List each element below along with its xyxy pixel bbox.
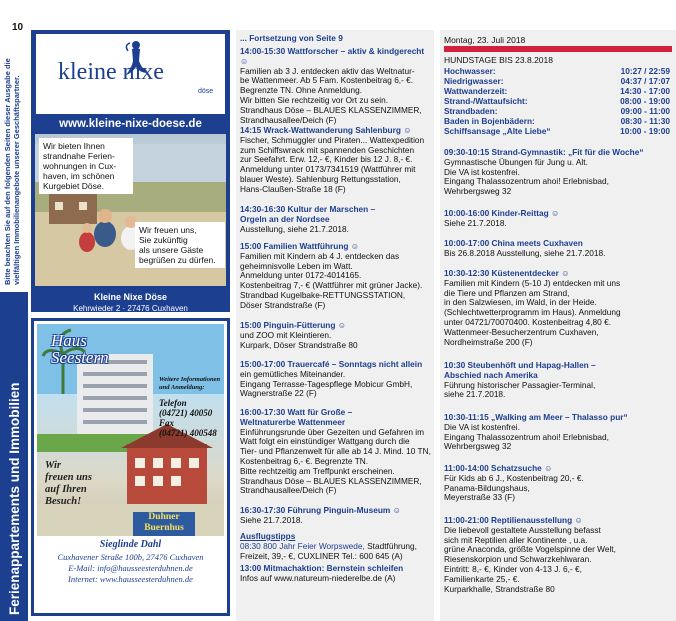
day-header-bar: [444, 46, 672, 52]
event-item: [444, 464, 674, 503]
event-title: Abschied nach Amerika: [444, 369, 538, 380]
event-item: [444, 148, 674, 197]
event-title: 16:30-17:30 Führung Pinguin-Museum ☺: [240, 505, 402, 515]
event-line: Panama-Bildungshaus,: [444, 482, 530, 493]
event-line: Ausstellung, siehe 21.7.2018.: [240, 223, 349, 234]
tide-label: Wattwanderzeit:: [444, 86, 508, 96]
event-item: [240, 506, 434, 526]
excursion-rest: Stadtführung,: [364, 540, 417, 551]
tide-label: Schiffsansage „Alte Liebe“: [444, 126, 551, 136]
welcome-text-box: [135, 222, 225, 268]
event-line: Tier- und Pflanzenwelt für alle ab 14 J. Mind. 10 TN,: [240, 446, 431, 457]
event-title: 10:00-16:00 Kinder-Reittag ☺: [444, 208, 560, 218]
event-line: grüne Anaconda, größte Vogelspinne der Welt,: [444, 544, 616, 555]
event-line: Hans-Claußen-Straße 18 (F): [240, 183, 346, 194]
event-line: Für Kids ab 6 J., Kostenbeitrag 20,- €.: [444, 472, 584, 483]
address: Kehrwieder 2 · 27476 Cuxhaven: [73, 304, 188, 313]
info-line: Weitere Informationen: [159, 376, 221, 383]
event-line: Wattenmeer-Besucherzentrum Cuxhaven,: [444, 326, 599, 337]
event-title: 14:15 Wrack-Wattwanderung Sahlenburg ☺: [240, 125, 412, 135]
event-line: Kurparkhalle, Strandstraße 80: [444, 583, 555, 594]
logo-line: Seestern: [51, 348, 109, 367]
event-line: Familien mit Kindern (5-10 J) entdecken mit uns: [444, 277, 621, 288]
event-line: Kurpark, Döser Strandstraße 80: [240, 339, 358, 350]
continued-note: [240, 34, 434, 44]
offer-text-box: [39, 138, 133, 194]
event-title: Weltnaturerbe Wattenmeer: [240, 416, 346, 427]
event-line: Familien mit Kindern ab 4 J. entdecken das: [240, 250, 400, 261]
logo-text: kleine nixe: [58, 59, 164, 85]
tide-value: 04:37 / 17:07: [620, 76, 670, 86]
offer-line: Kurgebiet Döse.: [43, 181, 104, 191]
fax-label: Fax: [159, 418, 175, 428]
tide-value: 09:00 - 11:00: [620, 106, 670, 116]
event-line: Eingang Thalassozentrum ahoi! Erlebnisbad,: [444, 431, 609, 442]
excursion-title: 08:30 800 Jahr Feier Worpswede,: [240, 540, 365, 551]
welcome-line: Sie zukünftig: [139, 235, 188, 245]
tide-label: Strandbaden:: [444, 106, 498, 116]
event-line: Kostenbeitrag 6,- €. Begrenzte TN.: [240, 455, 369, 466]
event-title: 10:30-12:30 Küstenentdecker ☺: [444, 268, 570, 278]
slogan-line: Wir: [45, 460, 61, 471]
event-line: Führung historischer Passagier-Terminal,: [444, 379, 596, 390]
event-line: ein gemütliches Miteinander.: [240, 368, 346, 379]
event-line: Wehrbergsweg 32: [444, 186, 512, 197]
ad-inner: [34, 321, 227, 613]
event-line: Strandhausallee/Deich (F): [240, 114, 337, 125]
hotel-collage-image: [37, 324, 224, 536]
event-line: unter 04721/70070400. Kostenbeitrag 4,80 €.: [444, 316, 611, 327]
event-line: be Wattenmeer. Ab 5 Fam. Kostenbeitrag 6,- €.: [240, 75, 414, 86]
event-line: Bis 26.8.2018 Ausstellung, siehe 21.7.2018.: [444, 247, 606, 258]
sign-line: Duhner: [148, 512, 180, 522]
slogan-line: freuen uns: [45, 472, 92, 483]
side-note-line: vielfältigen Immobilienangebote unserer Geschäftspartner.: [12, 75, 21, 285]
event-line: Strandhausallee/Deich (F): [240, 485, 337, 496]
info-line: und Anmeldung:: [159, 384, 205, 391]
event-item: [444, 413, 674, 452]
event-line: Anmeldung unter 0172-4014165.: [240, 270, 362, 281]
event-line: Die VA ist kostenfrei.: [444, 166, 520, 177]
event-line: Riesenskorpion und Schwarzkehlwaran.: [444, 554, 592, 565]
event-item: [240, 242, 434, 311]
side-note-line: Bitte beachten Sie auf den folgenden Seiten dieser Ausgabe die: [3, 58, 12, 285]
side-title-bar: [0, 292, 28, 621]
event-line: Strandhaus Döse – BLAUES KLASSENZIMMER,: [240, 475, 422, 486]
event-line: und ZOO mit Kleintieren.: [240, 329, 332, 340]
event-line: Die VA ist kostenfrei.: [444, 421, 520, 432]
event-line: Wir bitten Sie rechtzeitig vor Ort zu sein.: [240, 94, 389, 105]
welcome-line: Wir freuen uns,: [139, 225, 197, 235]
welcome-slogan: [45, 460, 92, 508]
event-line: Familien ab 3 J. entdecken aktiv das Weltnatur-: [240, 65, 415, 76]
event-title: 16:00-17:30 Watt für Große –: [240, 407, 353, 417]
tide-value: 08:00 - 19:00: [620, 96, 670, 106]
website-link[interactable]: www.kleine-nixe-doese.de: [59, 118, 202, 130]
event-item: [240, 126, 434, 195]
event-line: Fischer, Schmuggler und Piraten... Wattexpedition: [240, 134, 425, 145]
excursion-heading: Ausflugstipps: [240, 531, 296, 541]
event-line: sich mit Reptilien aller Kontinente , u.a.: [444, 534, 588, 545]
ad-haus-seestern: [31, 318, 230, 616]
slogan-line: Besuch!: [45, 496, 82, 507]
event-title: 10:30-11:15 „Walking am Meer – Thalasso pur“: [444, 412, 628, 422]
fax-number: (04721) 400548: [159, 428, 217, 438]
slogan-line: auf Ihren: [45, 484, 87, 495]
event-line: Eintritt: 8,- €, Kinder von 4-13 J. 6,- €,: [444, 563, 582, 574]
event-line: Einführungsrunde über Gezeiten und Gefahren im: [240, 426, 425, 437]
event-title: 15:00 Pinguin-Fütterung ☺: [240, 320, 347, 330]
event-title: 15:00 Familien Wattführung ☺: [240, 241, 360, 251]
events-column-monday: [440, 30, 676, 621]
tel-label: Telefon: [159, 398, 187, 408]
event-line: zur Seefahrt. Erw. 12,- €, Kinder bis 12 J. 8,- €.: [240, 154, 413, 165]
sign-line: Buernhus: [144, 523, 184, 533]
event-line: zum Schiffswrack mit spannenden Geschichten: [240, 144, 415, 155]
event-line: Gymnastische Übungen für Jung u. Alt.: [444, 156, 588, 167]
event-line: blauer Weste). Sahlenburg Rettungsstation,: [240, 173, 401, 184]
logo-line: Haus: [51, 331, 87, 350]
email[interactable]: E-Mail: info@hausseesterduhnen.de: [68, 563, 193, 573]
offer-line: wohnungen in Cux-: [43, 161, 117, 171]
side-strip: [0, 30, 28, 621]
event-line: Anmeldung unter 0173/7341519 (Wattführer mit: [240, 164, 416, 175]
event-item: [240, 360, 434, 399]
event-line: Watt folgt ein einstündiger Wattgang durch die: [240, 436, 410, 447]
event-line: Siehe 21.7.2018.: [444, 217, 507, 228]
offer-line: strandnahe Ferien-: [43, 151, 115, 161]
side-note: [3, 58, 21, 285]
event-title: 14:30-16:30 Kultur der Marschen –: [240, 204, 376, 214]
continued-label: ... Fortsetzung von Seite 9: [240, 33, 343, 43]
logo-subtext: döse: [198, 88, 214, 95]
offer-line: Wir bieten Ihnen: [43, 141, 105, 151]
event-item: [444, 516, 674, 594]
website[interactable]: Internet: www.hausseesterduhnen.de: [68, 574, 193, 584]
kleine-nixe-logo: [36, 34, 225, 114]
event-title: 11:00-21:00 Reptilienausstellung ☺: [444, 515, 583, 525]
side-note-area: [0, 30, 28, 290]
event-line: (Schlechtwetterprogramm im Haus). Anmeldung: [444, 307, 621, 318]
family-beach-photo: [35, 134, 226, 286]
address: Cuxhavener Straße 100b, 27476 Cuxhaven: [57, 552, 204, 562]
tide-label: Niedrigwasser:: [444, 76, 504, 86]
event-line: Familienkarte 25,- €.: [444, 573, 520, 584]
event-item: [240, 408, 434, 496]
ad2-contact: [34, 539, 227, 585]
event-title: 14:00-15:30 Wattforscher – aktiv & kindgerecht ☺: [240, 46, 425, 66]
events-column-continued: [236, 30, 434, 621]
event-line: Die liebevoll gestaltete Ausstellung befasst: [444, 524, 601, 535]
tide-value: 14:30 - 17:00: [620, 86, 670, 96]
event-line: Bitte rechtzeitig am Treffpunkt erscheinen.: [240, 465, 395, 476]
event-title: Orgeln an der Nordsee: [240, 213, 330, 224]
event-line: die Tiere und Pflanzen am Strand,: [444, 287, 570, 298]
event-title: 10:00-17:00 China meets Cuxhaven: [444, 238, 583, 248]
page-number: 10: [12, 22, 24, 33]
event-title: 09:30-10:15 Strand-Gymnastik: „Fit für die Woche“: [444, 147, 644, 157]
event-title: 11:00-14:00 Schatzsuche ☺: [444, 463, 553, 473]
excursion-tips: [240, 532, 434, 584]
tide-label: Hochwasser:: [444, 66, 496, 76]
event-line: Strandhaus Döse – BLAUES KLASSENZIMMER,: [240, 104, 422, 115]
event-line: Wagnerstraße 22 (F): [240, 388, 317, 399]
excursion-line: Infos auf www.natureum-niederelbe.de (A): [240, 573, 396, 584]
tel-number: (04721) 40050: [159, 408, 213, 418]
event-line: Döser Strandstraße (F): [240, 299, 326, 310]
owner-name: Sieglinde Dahl: [99, 539, 162, 550]
event-line: Eingang Thalassozentrum ahoi! Erlebnisbad,: [444, 176, 609, 187]
tide-value: 10:27 / 22:59: [620, 66, 670, 76]
event-title: 15:00-17:00 Trauercafé – Sonntags nicht allein: [240, 359, 423, 369]
tide-label: Strand-/Wattaufsicht:: [444, 96, 528, 106]
event-line: Kostenbeitrag 7,- € (Wattführer mit grüner Jacke).: [240, 280, 423, 291]
event-line: Meyerstraße 33 (F): [444, 492, 515, 503]
event-line: Wehrbergsweg 32: [444, 441, 512, 452]
haus-seestern-logo: [51, 332, 109, 366]
event-item: [444, 269, 674, 347]
event-line: Begrenzte TN. Ohne Anmeldung.: [240, 85, 363, 96]
event-title: 10:30 Steubenhöft und Hapag-Hallen –: [444, 360, 596, 370]
event-item: [444, 361, 674, 400]
event-line: Strandbad Kugelbake-RETTUNGSSTATION,: [240, 289, 406, 300]
hundstage-title: HUNDSTAGE BIS 23.8.2018: [444, 55, 553, 65]
ad-kleine-nixe: [31, 30, 230, 312]
day-date: Montag, 23. Juli 2018: [444, 35, 526, 45]
tide-value: 08:30 - 11:30: [620, 116, 670, 126]
business-name: Kleine Nixe Döse: [93, 292, 168, 302]
event-line: geheimnisvolle Leben im Watt.: [240, 260, 353, 271]
side-title: Ferienappartements und Immobilien: [7, 382, 22, 615]
excursion-title: 13:00 Mitmachaktion: Bernstein schleifen: [240, 563, 404, 574]
event-line: Siehe 21.7.2018.: [240, 514, 303, 525]
excursion-line: Freizeit, 39,- €, CUXLINER Tel.: 600 645 (A): [240, 550, 403, 561]
event-line: Eingang Terrasse-Tagespflege Mobicur GmbH,: [240, 378, 413, 389]
welcome-line: begrüßen zu dürfen.: [139, 255, 216, 265]
tide-value: 10:00 - 19:00: [620, 126, 670, 136]
offer-line: haven, im schönen: [43, 171, 115, 181]
event-item: [240, 205, 434, 234]
event-item: [240, 321, 434, 350]
phone-block: [159, 398, 217, 438]
tide-label: Baden in Bojenbädern:: [444, 116, 535, 126]
event-line: siehe 21.7.2018.: [444, 389, 506, 400]
info-label: [159, 376, 224, 392]
welcome-line: als unsere Gäste: [139, 245, 204, 255]
event-item: [240, 47, 434, 125]
duhner-buernhus-sign: [133, 512, 195, 536]
event-item: [444, 209, 674, 229]
event-line: in den Salzwiesen, im Wald, in der Heide.: [444, 297, 597, 308]
event-item: [444, 239, 674, 259]
event-line: Nordheimstraße 200 (F): [444, 336, 533, 347]
